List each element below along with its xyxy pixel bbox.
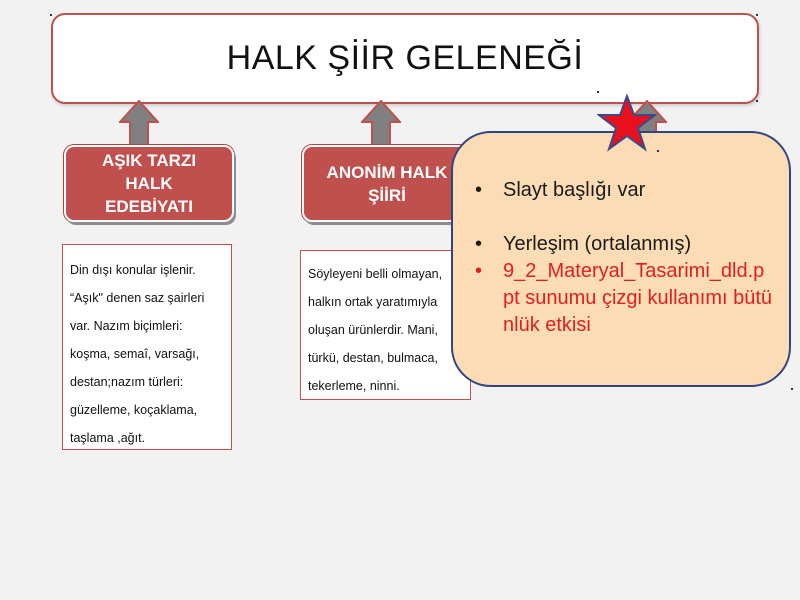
feedback-item-highlight — [475, 258, 775, 339]
description-line: halkın ortak yaratımıyla — [308, 295, 438, 309]
star-icon — [597, 94, 657, 157]
description-line: tekerleme, ninni. — [308, 379, 400, 393]
slide-title: HALK ŞİİR GELENEĞİ — [226, 39, 584, 77]
feedback-text: Slayt başlığı var — [503, 179, 646, 201]
decorative-dot — [756, 14, 758, 16]
decorative-dot — [657, 150, 659, 152]
feedback-text: 9_2_Materyal_Tasarimi_dld.ppt sunumu çizgi kullanımı bütünlük etkisi — [503, 260, 773, 336]
category-label: ANONİM HALK ŞİİRİ — [326, 162, 448, 205]
description-line: taşlama ,ağıt. — [70, 431, 146, 445]
feedback-text: Yerleşim (ortalanmış) — [503, 233, 692, 255]
category-label: AŞIK TARZI HALK EDEBİYATI — [101, 151, 197, 216]
description-line: Söyleyeni belli olmayan, — [308, 267, 443, 281]
slide-title-box — [51, 13, 759, 104]
description-line: destan;nazım türleri: — [70, 375, 184, 389]
description-line: oluşan ürünlerdir. Mani, — [308, 323, 438, 337]
up-arrow-icon — [119, 100, 159, 148]
description-line: “Aşık" denen saz şairleri — [70, 291, 205, 305]
category-box-anonim — [302, 145, 472, 222]
description-line: güzelleme, koçaklama, — [70, 403, 198, 417]
feedback-list — [475, 177, 775, 339]
decorative-dot — [597, 91, 599, 93]
up-arrow-icon — [361, 100, 401, 148]
description-box-anonim — [300, 250, 471, 400]
decorative-dot — [756, 100, 758, 102]
bullet-icon: • — [475, 260, 483, 282]
bullet-icon: • — [475, 233, 483, 255]
feedback-callout — [451, 131, 791, 387]
decorative-dot — [791, 388, 793, 390]
decorative-dot — [50, 14, 52, 16]
bullet-icon: • — [475, 179, 483, 201]
description-line: var. Nazım biçimleri: — [70, 319, 183, 333]
category-box-asik — [64, 145, 234, 222]
feedback-item — [475, 231, 775, 258]
description-line: türkü, destan, bulmaca, — [308, 351, 438, 365]
spacer — [475, 204, 775, 231]
description-box-asik — [62, 244, 232, 450]
description-line: Din dışı konular işlenir. — [70, 263, 196, 277]
description-line: koşma, semaî, varsağı, — [70, 347, 200, 361]
feedback-item — [475, 177, 775, 204]
